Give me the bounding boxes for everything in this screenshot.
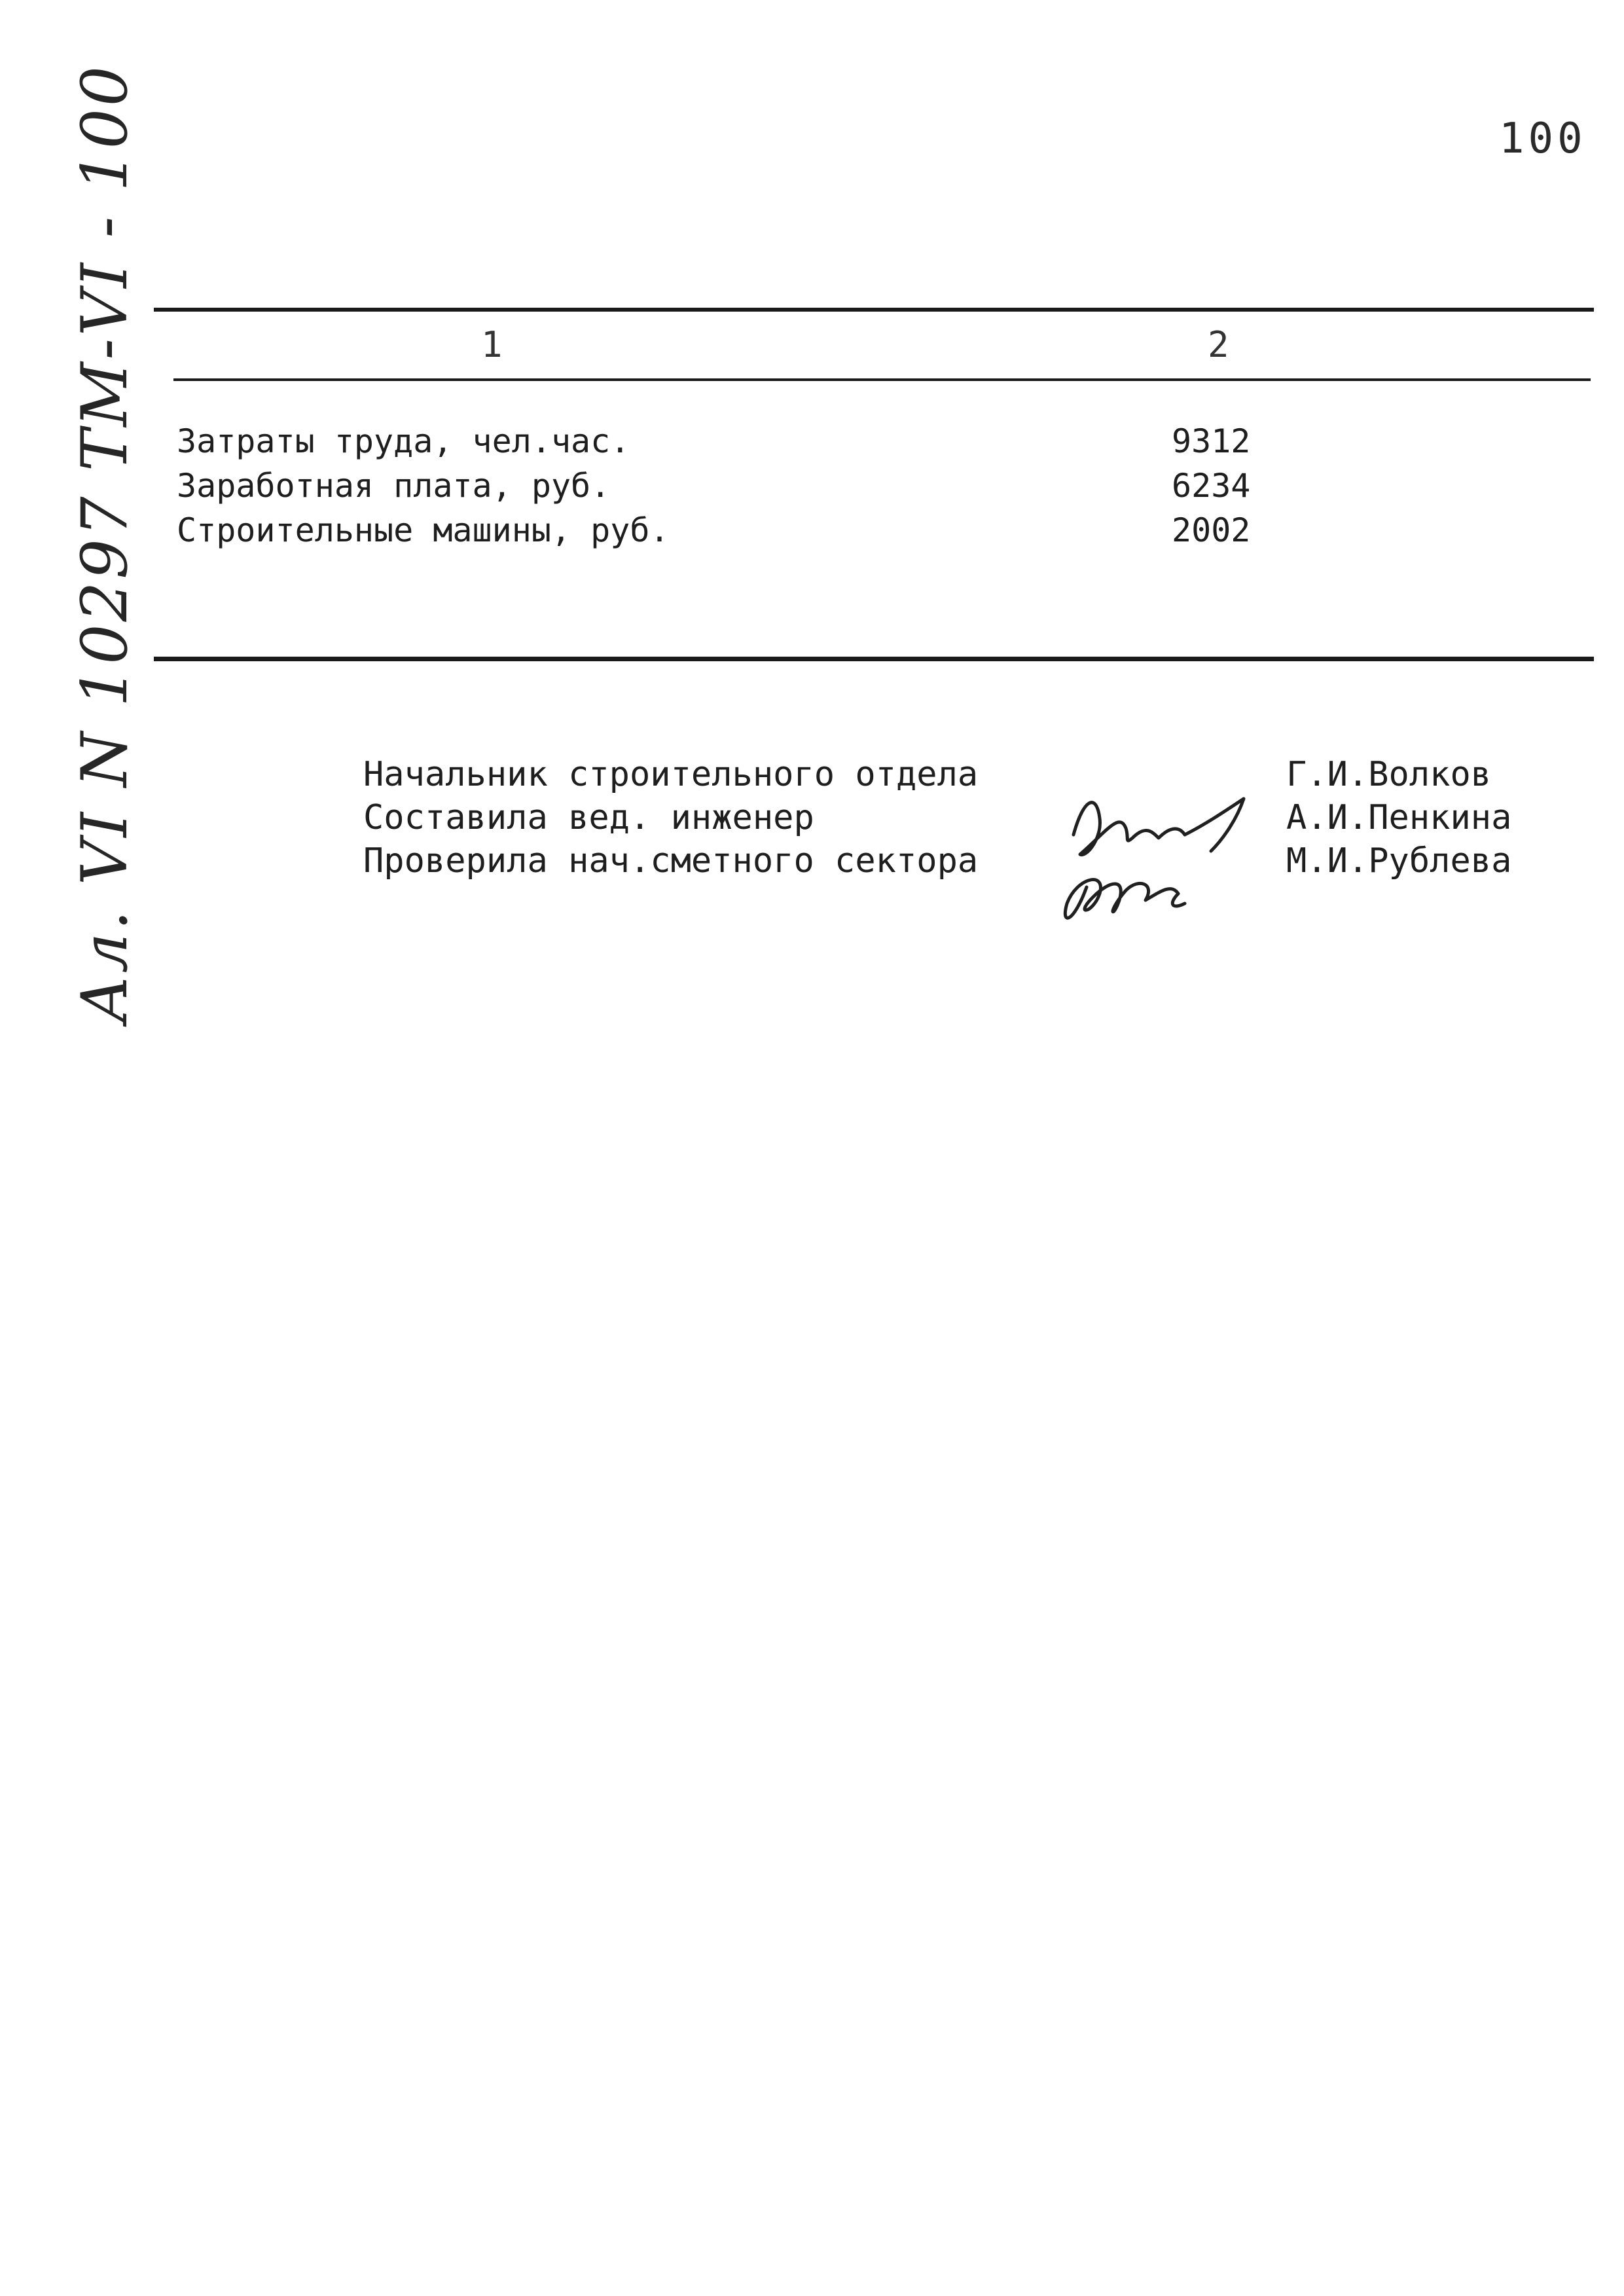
table-header-rule xyxy=(173,378,1591,381)
table-rows xyxy=(177,419,1355,553)
column-header-2: 2 xyxy=(1208,324,1229,365)
signature-role: Проверила нач.сметного сектора xyxy=(363,841,979,881)
row-value: 6234 xyxy=(1172,467,1251,505)
row-value: 2002 xyxy=(1172,511,1251,549)
signature-block xyxy=(363,753,1542,883)
table-bottom-rule xyxy=(154,657,1594,661)
column-header-1: 1 xyxy=(481,324,503,365)
table-top-rule xyxy=(154,308,1594,312)
signature-person: Г.И.Волков xyxy=(1286,755,1492,794)
table-row xyxy=(177,464,1355,508)
margin-note: Ал. VI N 10297 ТМ-VI - 100 xyxy=(68,64,141,1023)
table-row xyxy=(177,419,1355,464)
row-label: Заработная плата, руб. xyxy=(177,467,611,505)
signature-person: М.И.Рублева xyxy=(1286,841,1512,881)
signature-role: Составила вед. инженер xyxy=(363,798,814,837)
page-number: 100 xyxy=(1499,115,1587,163)
signature-role: Начальник строительного отдела xyxy=(363,755,979,794)
signature-person: А.И.Пенкина xyxy=(1286,798,1512,837)
signature-row xyxy=(363,839,1542,883)
signature-row xyxy=(363,796,1542,839)
handwritten-signature-icon xyxy=(1047,773,1283,930)
row-label: Строительные машины, руб. xyxy=(177,511,670,549)
table-row xyxy=(177,508,1355,553)
signature-row xyxy=(363,753,1542,796)
row-label: Затраты труда, чел.час. xyxy=(177,422,630,460)
row-value: 9312 xyxy=(1172,422,1251,460)
